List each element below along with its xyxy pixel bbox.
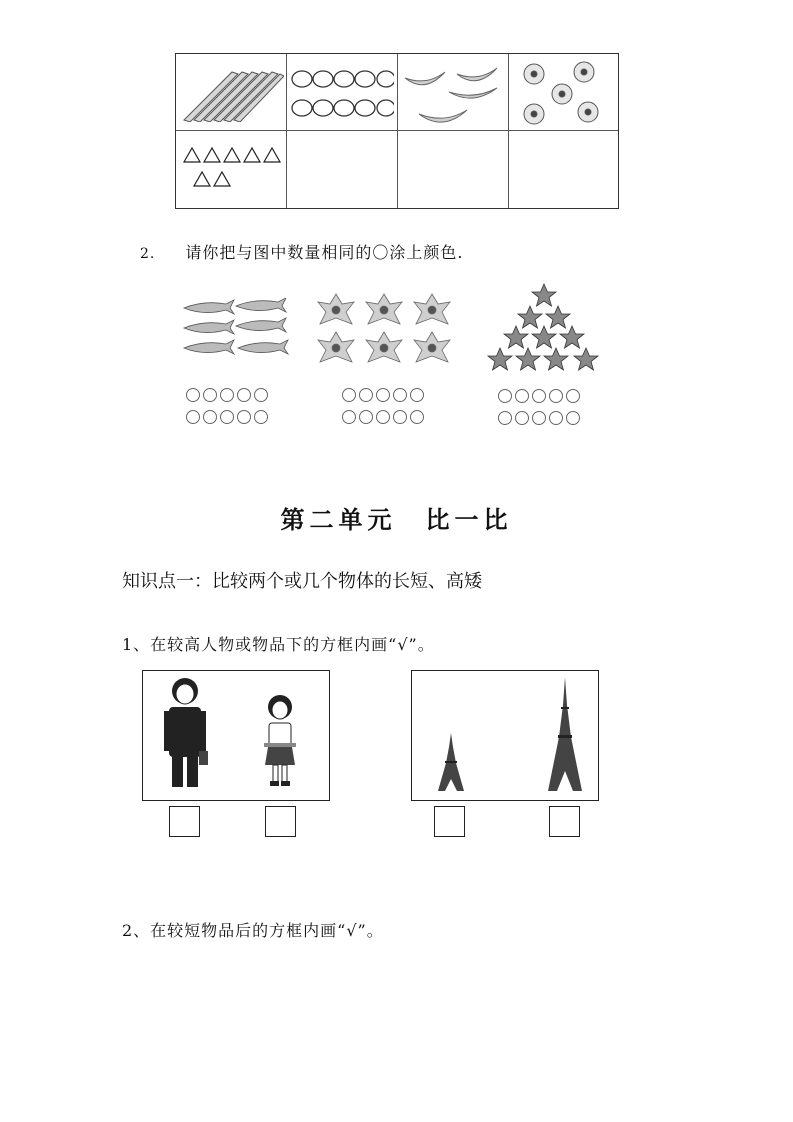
question-number: 2. bbox=[140, 246, 156, 262]
question-tall: 1、在较高人物或物品下的方框内画“√”。 bbox=[122, 635, 435, 654]
triangle-icon bbox=[182, 146, 282, 190]
girl-icon bbox=[261, 691, 299, 789]
oval-icon bbox=[290, 66, 394, 122]
eiffel-tower-icon bbox=[438, 733, 464, 791]
table-divider bbox=[508, 54, 509, 208]
question-text: 请你把与图中数量相同的〇涂上颜色. bbox=[185, 243, 464, 262]
lotus-icon bbox=[314, 290, 456, 368]
question-2 bbox=[140, 240, 463, 263]
unit-title: 第二单元 比一比 bbox=[280, 506, 513, 534]
knowledge-point: 知识点一：比较两个或几个物体的长短、高矮 bbox=[122, 571, 482, 592]
checkbox-big-tower[interactable] bbox=[549, 806, 580, 837]
table-divider bbox=[286, 54, 287, 208]
answer-circles-lotus[interactable] bbox=[342, 388, 434, 432]
table-divider bbox=[397, 54, 398, 208]
question-short: 2、在较短物品后的方框内画“√”。 bbox=[122, 921, 384, 940]
fish-icon bbox=[182, 298, 292, 360]
checkbox-girl[interactable] bbox=[265, 806, 296, 837]
star-icon bbox=[484, 282, 604, 374]
eiffel-tower-icon bbox=[548, 677, 582, 791]
banana-icon bbox=[401, 62, 505, 128]
boy-icon bbox=[161, 673, 209, 791]
pencil-bundle-icon bbox=[180, 62, 284, 122]
checkbox-boy[interactable] bbox=[169, 806, 200, 837]
table-divider bbox=[176, 130, 618, 131]
answer-circles-fish[interactable] bbox=[186, 388, 278, 432]
people-frame bbox=[142, 670, 330, 801]
checkbox-small-tower[interactable] bbox=[434, 806, 465, 837]
flower-icon bbox=[512, 60, 616, 128]
counting-table bbox=[175, 53, 619, 209]
answer-circles-stars[interactable] bbox=[498, 389, 590, 433]
towers-frame bbox=[411, 670, 599, 801]
